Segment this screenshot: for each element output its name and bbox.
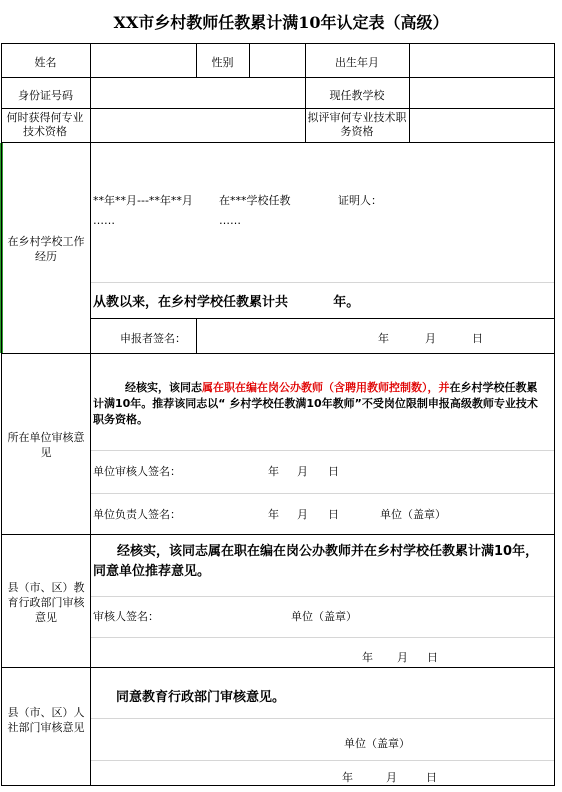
unit-review-text-pre: 经核实，该同志 bbox=[125, 381, 202, 394]
county-hr-year: 年 bbox=[342, 771, 353, 784]
current-school-field[interactable] bbox=[410, 78, 553, 108]
county-edu-year: 年 bbox=[362, 651, 373, 664]
name-label: 姓名 bbox=[34, 56, 57, 69]
qualification-apply-field[interactable] bbox=[410, 109, 553, 142]
unit-reviewer-month: 月 bbox=[297, 465, 308, 478]
current-school-label: 现任教学校 bbox=[329, 89, 385, 102]
work-experience-label: 在乡村学校工作经历 bbox=[7, 235, 85, 263]
row-divider bbox=[1, 667, 555, 668]
column-divider bbox=[90, 43, 91, 786]
grid-line bbox=[90, 718, 555, 719]
table-border-right bbox=[554, 43, 555, 786]
grid-line bbox=[90, 450, 555, 451]
unit-review-label: 所在单位审核意见 bbox=[7, 431, 85, 459]
id-number-field[interactable] bbox=[91, 78, 304, 108]
county-edu-review-label: 县（市、区）教育行政部门审核意见 bbox=[7, 581, 85, 624]
qualification-obtained-field[interactable] bbox=[91, 109, 304, 142]
applicant-year: 年 bbox=[378, 332, 389, 345]
unit-reviewer-sign-label: 单位审核人签名： bbox=[93, 465, 181, 478]
table-border-bottom bbox=[1, 785, 555, 786]
county-hr-month: 月 bbox=[386, 771, 397, 784]
unit-seal-label: 单位（盖章） bbox=[380, 508, 446, 521]
county-hr-seal-label: 单位（盖章） bbox=[344, 737, 410, 750]
row-divider bbox=[1, 142, 555, 143]
county-edu-day: 日 bbox=[427, 651, 438, 664]
name-field[interactable] bbox=[91, 44, 195, 77]
unit-reviewer-day: 日 bbox=[328, 465, 339, 478]
unit-review-text bbox=[93, 380, 548, 428]
row-divider bbox=[90, 318, 555, 319]
table-border-left bbox=[1, 43, 2, 786]
unit-review-text-highlight: 属在职在编在岗公办教师（含聘用教师控制数），并 bbox=[202, 381, 450, 394]
county-edu-month: 月 bbox=[397, 651, 408, 664]
witness-label: 证明人： bbox=[338, 194, 382, 207]
birth-field[interactable] bbox=[410, 44, 553, 77]
grid-line bbox=[90, 596, 555, 597]
gender-field[interactable] bbox=[250, 44, 304, 77]
row-divider bbox=[1, 534, 555, 535]
county-edu-seal-label: 单位（盖章） bbox=[291, 610, 357, 623]
applicant-sign-label: 申报者签名： bbox=[120, 332, 186, 345]
qualification-apply-label: 拟评审何专业技术职务资格 bbox=[307, 111, 407, 138]
birth-label: 出生年月 bbox=[335, 56, 379, 69]
county-edu-review-text: 经核实，该同志属在职在编在岗公办教师并在乡村学校任教累计满10年，同意单位推荐意见。 bbox=[93, 544, 539, 579]
unit-reviewer-year: 年 bbox=[268, 465, 279, 478]
unit-leader-month: 月 bbox=[297, 508, 308, 521]
work-school: 在***学校任教 bbox=[219, 194, 291, 207]
applicant-day: 日 bbox=[472, 332, 483, 345]
unit-leader-year: 年 bbox=[268, 508, 279, 521]
unit-review-text-post: 在乡村学校任教累计满10年。推荐该同志以“ 乡村学校任教满10年教师”不受岗位限制申报高级教师专业技术职务资格。 bbox=[93, 381, 538, 426]
work-period-ellipsis: …… bbox=[93, 214, 115, 227]
applicant-month: 月 bbox=[425, 332, 436, 345]
grid-line bbox=[90, 282, 555, 283]
unit-leader-day: 日 bbox=[328, 508, 339, 521]
row-divider bbox=[1, 353, 555, 354]
county-hr-day: 日 bbox=[426, 771, 437, 784]
grid-line bbox=[90, 493, 555, 494]
qualification-obtained-label: 何时获得何专业技术资格 bbox=[6, 111, 84, 138]
county-hr-review-label: 县（市、区）人社部门审核意见 bbox=[7, 706, 85, 734]
county-hr-review-text: 同意教育行政部门审核意见。 bbox=[116, 690, 286, 705]
years-summary: 从教以来，在乡村学校任教累计共 年。 bbox=[93, 295, 360, 310]
work-school-ellipsis: …… bbox=[219, 214, 241, 227]
work-period: **年**月---**年**月 bbox=[93, 194, 193, 207]
unit-leader-sign-label: 单位负责人签名： bbox=[93, 508, 181, 521]
grid-line bbox=[90, 760, 555, 761]
id-number-label: 身份证号码 bbox=[18, 89, 73, 102]
form-title: XX市乡村教师任教累计满10年认定表（高级） bbox=[113, 13, 449, 32]
gender-label: 性别 bbox=[211, 56, 234, 69]
column-divider bbox=[196, 318, 197, 353]
grid-line bbox=[90, 637, 555, 638]
county-edu-reviewer-sign-label: 审核人签名： bbox=[93, 610, 159, 623]
